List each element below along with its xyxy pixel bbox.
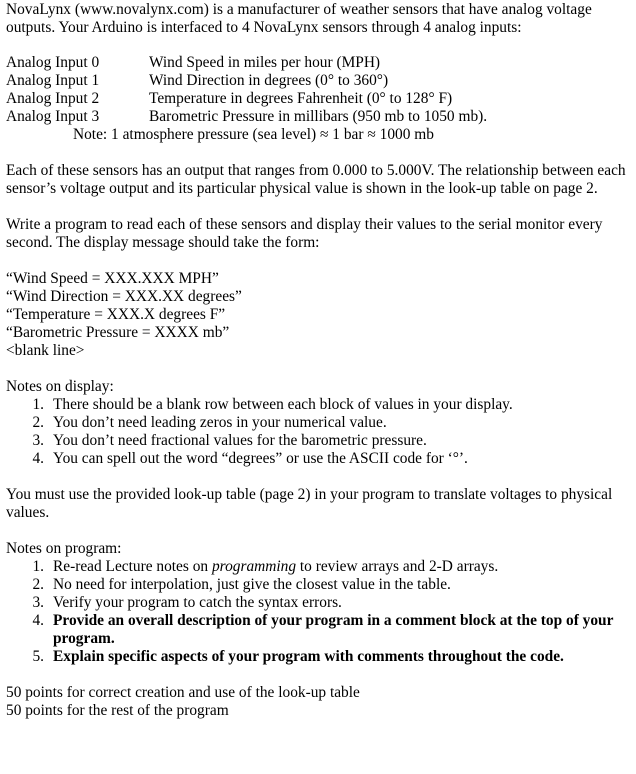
list-item: 1. Re-read Lecture notes on programming to review arrays and 2-D arrays.: [32, 558, 499, 575]
format-line: “Temperature = XXX.X degrees F”: [6, 306, 226, 323]
format-line: “Barometric Pressure = XXXX mb”: [6, 324, 230, 341]
list-item: 3. Verify your program to catch the syntax errors.: [32, 594, 342, 611]
list-item: 3. You don’t need fractional values for the barometric pressure.: [32, 432, 427, 449]
list-item: 1. There should be a blank row between each block of values in your display.: [32, 396, 513, 413]
input-description: Wind Direction in degrees (0° to 360°): [149, 72, 389, 89]
sensor-range-paragraph: Each of these sensors has an output that ranges from 0.000 to 5.000V. The relationship between each sensor’s voltage output and its particular physical value is shown in the look-up table on page 2.: [6, 162, 626, 197]
input-label: Analog Input 3: [6, 108, 100, 125]
points-line: 50 points for correct creation and use of the look-up table: [6, 684, 360, 701]
list-item: 4. You can spell out the word “degrees” or use the ASCII code for ‘°’.: [32, 450, 468, 467]
input-label: Analog Input 1: [6, 72, 100, 89]
input-description: Wind Speed in miles per hour (MPH): [149, 54, 381, 71]
program-notes-section: [6, 540, 632, 666]
grading-section: [6, 684, 632, 720]
intro-paragraph: NovaLynx (www.novalynx.com) is a manufacturer of weather sensors that have analog voltage outputs. Your Arduino is interfaced to 4 NovaLynx sensors through 4 analog inputs:: [6, 1, 592, 36]
program-notes-list: [6, 558, 632, 666]
input-description: Temperature in degrees Fahrenheit (0° to 128° F): [149, 90, 453, 107]
display-notes-title: Notes on display:: [6, 378, 114, 395]
format-line: “Wind Speed = XXX.XXX MPH”: [6, 270, 219, 287]
list-item: 4. Provide an overall description of your program in a comment block at the top of your program.: [32, 612, 614, 647]
task-paragraph: Write a program to read each of these sensors and display their values to the serial monitor every second. The display message should take the form:: [6, 216, 603, 251]
program-notes-title: Notes on program:: [6, 540, 122, 557]
pressure-note: Note: 1 atmosphere pressure (sea level) ≈ 1 bar ≈ 1000 mb: [73, 126, 434, 143]
analog-inputs-table: [6, 54, 632, 126]
display-format-block: [6, 270, 632, 360]
display-notes-list: [6, 396, 632, 468]
input-label: Analog Input 0: [6, 54, 100, 71]
list-item: 2. You don’t need leading zeros in your numerical value.: [32, 414, 387, 431]
format-line: <blank line>: [6, 342, 85, 359]
lookup-table-paragraph: You must use the provided look-up table (page 2) in your program to translate voltages to physical values.: [6, 486, 613, 521]
display-notes-section: [6, 378, 632, 468]
input-description: Barometric Pressure in millibars (950 mb to 1050 mb).: [149, 108, 488, 125]
input-label: Analog Input 2: [6, 90, 100, 107]
points-line: 50 points for the rest of the program: [6, 702, 229, 719]
format-line: “Wind Direction = XXX.XX degrees”: [6, 288, 242, 305]
assignment-document: [6, 0, 632, 720]
list-item: 5. Explain specific aspects of your program with comments throughout the code.: [32, 648, 564, 665]
list-item: 2. No need for interpolation, just give the closest value in the table.: [32, 576, 451, 593]
